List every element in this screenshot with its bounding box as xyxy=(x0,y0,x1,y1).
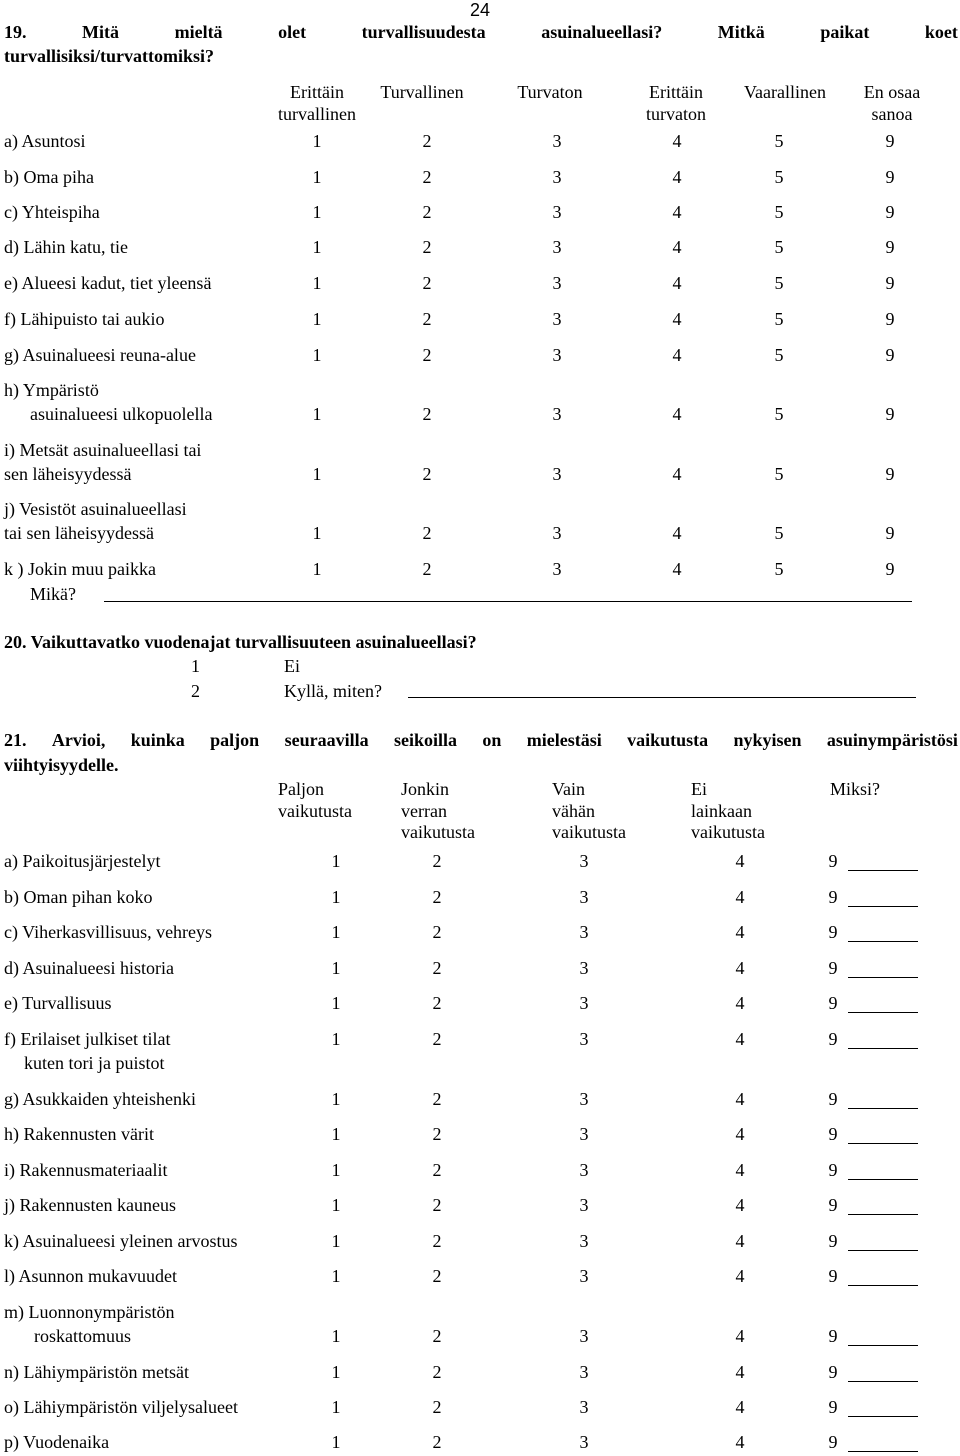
q19-option-value[interactable]: 9 xyxy=(885,202,895,222)
q21-scale-header-col: Miksi? xyxy=(830,779,881,799)
q21-item-label: i) Rakennusmateriaalit xyxy=(4,1160,168,1180)
q21-option-value[interactable]: 3 xyxy=(579,851,589,871)
q19-option-value[interactable]: 1 xyxy=(312,464,322,484)
q21-option-value[interactable]: 2 xyxy=(432,1397,442,1417)
q21-option-value[interactable]: 9 xyxy=(828,1326,838,1346)
q21-why-input[interactable] xyxy=(848,1143,918,1144)
q21-item-label: d) Asuinalueesi historia xyxy=(4,958,174,978)
q19-title-word: Mitä xyxy=(82,22,120,42)
q21-option-value[interactable]: 2 xyxy=(432,1029,442,1049)
q19-option-value[interactable]: 3 xyxy=(552,464,562,484)
q21-why-input[interactable] xyxy=(848,1250,918,1251)
q21-option-value[interactable]: 2 xyxy=(432,1089,442,1109)
q21-option-value[interactable]: 3 xyxy=(579,1432,589,1452)
q21-option-value[interactable]: 2 xyxy=(432,1124,442,1144)
q19-option-value[interactable]: 9 xyxy=(885,273,895,293)
q21-option-value[interactable]: 1 xyxy=(331,887,341,907)
q21-option-value[interactable]: 3 xyxy=(579,1266,589,1286)
q21-option-value[interactable]: 4 xyxy=(735,1397,745,1417)
q19-option-value[interactable]: 1 xyxy=(312,273,322,293)
q21-item-label: n) Lähiympäristön metsät xyxy=(4,1362,189,1382)
q19-option-value[interactable]: 3 xyxy=(552,523,562,543)
q19-option-value[interactable]: 9 xyxy=(885,131,895,151)
q19-scale-header-col: Vaarallinen xyxy=(744,82,826,102)
q21-item-label-cont: roskattomuus xyxy=(34,1326,131,1346)
q21-title-word: mielestäsi xyxy=(526,730,602,750)
q21-item-label: g) Asukkaiden yhteishenki xyxy=(4,1089,196,1109)
page-number: 24 xyxy=(470,0,491,20)
q19-item-label: e) Alueesi kadut, tiet yleensä xyxy=(4,273,212,293)
q21-option-value[interactable]: 3 xyxy=(579,922,589,942)
q21-option-value[interactable]: 4 xyxy=(735,1432,745,1452)
q21-title-word: seikoilla xyxy=(393,730,457,750)
q21-option-value[interactable]: 9 xyxy=(828,1266,838,1286)
q19-item-label-cont: asuinalueesi ulkopuolella xyxy=(30,404,213,424)
q19-title-word: asuinalueellasi? xyxy=(541,22,663,42)
q19-title xyxy=(4,22,958,44)
q20-option-label: Ei xyxy=(284,656,300,676)
q21-option-value[interactable]: 9 xyxy=(828,1195,838,1215)
q19-option-value[interactable]: 4 xyxy=(672,559,682,579)
q21-option-value[interactable]: 1 xyxy=(331,1029,341,1049)
q21-title-word: nykyisen xyxy=(733,730,802,750)
q19-item-label-cont: sen läheisyydessä xyxy=(4,464,132,484)
q19-option-value[interactable]: 2 xyxy=(422,309,432,329)
q21-option-value[interactable]: 2 xyxy=(432,1195,442,1215)
q19-option-value[interactable]: 3 xyxy=(552,345,562,365)
q19-option-value[interactable]: 5 xyxy=(774,523,784,543)
q21-option-value[interactable]: 1 xyxy=(331,922,341,942)
q21-option-value[interactable]: 1 xyxy=(331,1231,341,1251)
q19-option-value[interactable]: 2 xyxy=(422,167,432,187)
q21-option-value[interactable]: 3 xyxy=(579,1160,589,1180)
q19-item-label: i) Metsät asuinalueellasi tai xyxy=(4,440,202,460)
q19-option-value[interactable]: 1 xyxy=(312,345,322,365)
q19-option-value[interactable]: 5 xyxy=(774,273,784,293)
q21-why-input[interactable] xyxy=(848,1416,918,1417)
q19-option-value[interactable]: 1 xyxy=(312,131,322,151)
q21-option-value[interactable]: 4 xyxy=(735,887,745,907)
q21-option-value[interactable]: 4 xyxy=(735,1089,745,1109)
q19-option-value[interactable]: 4 xyxy=(672,523,682,543)
q21-title xyxy=(4,730,958,752)
q21-item-label: h) Rakennusten värit xyxy=(4,1124,154,1144)
q19-scale-header-col: Turvallinen xyxy=(380,82,464,102)
q21-why-input[interactable] xyxy=(848,1108,918,1109)
q21-option-value[interactable]: 2 xyxy=(432,1160,442,1180)
q19-option-value[interactable]: 2 xyxy=(422,131,432,151)
q21-option-value[interactable]: 3 xyxy=(579,1231,589,1251)
q21-item-label: o) Lähiympäristön viljelysalueet xyxy=(4,1397,238,1417)
q21-option-value[interactable]: 2 xyxy=(432,993,442,1013)
q21-why-input[interactable] xyxy=(848,1179,918,1180)
q21-option-value[interactable]: 4 xyxy=(735,1160,745,1180)
q21-why-input[interactable] xyxy=(848,1214,918,1215)
q21-title-word: asuinympäristösi xyxy=(826,730,958,750)
q21-item-label: c) Viherkasvillisuus, vehreys xyxy=(4,922,213,942)
q21-option-value[interactable]: 2 xyxy=(432,922,442,942)
q21-option-value[interactable]: 2 xyxy=(432,1231,442,1251)
q21-option-value[interactable]: 2 xyxy=(432,1362,442,1382)
q19-scale-header-col: Erittäin turvallinen xyxy=(278,82,356,124)
q19-item-label: f) Lähipuisto tai aukio xyxy=(4,309,165,329)
q21-scale-header-col: Ei lainkaan vaikutusta xyxy=(691,779,765,843)
q21-option-value[interactable]: 1 xyxy=(331,993,341,1013)
q19-option-value[interactable]: 1 xyxy=(312,559,322,579)
q21-option-value[interactable]: 4 xyxy=(735,1195,745,1215)
q21-option-value[interactable]: 1 xyxy=(331,1362,341,1382)
q19-option-value[interactable]: 5 xyxy=(774,559,784,579)
q19-item-label: j) Vesistöt asuinalueellasi xyxy=(4,499,187,519)
q21-option-value[interactable]: 9 xyxy=(828,958,838,978)
q19-option-value[interactable]: 3 xyxy=(552,309,562,329)
q19-option-value[interactable]: 4 xyxy=(672,167,682,187)
q20-how-input[interactable] xyxy=(408,697,916,698)
q19-item-label: b) Oma piha xyxy=(4,167,94,187)
q19-item-label: d) Lähin katu, tie xyxy=(4,237,128,257)
q21-why-input[interactable] xyxy=(848,1381,918,1382)
q19-option-value[interactable]: 4 xyxy=(672,237,682,257)
q19-option-value[interactable]: 4 xyxy=(672,404,682,424)
q19-item-label-cont: tai sen läheisyydessä xyxy=(4,523,154,543)
q19-title-word: Mitkä xyxy=(717,22,765,42)
q21-option-value[interactable]: 1 xyxy=(331,1397,341,1417)
q21-option-value[interactable]: 4 xyxy=(735,1029,745,1049)
q21-option-value[interactable]: 1 xyxy=(331,1195,341,1215)
q21-why-input[interactable] xyxy=(848,941,918,942)
q21-option-value[interactable]: 4 xyxy=(735,922,745,942)
q19-option-value[interactable]: 1 xyxy=(312,404,322,424)
q21-option-value[interactable]: 1 xyxy=(331,851,341,871)
q21-scale-header-col: Paljon vaikutusta xyxy=(278,779,352,821)
q21-option-value[interactable]: 9 xyxy=(828,1432,838,1452)
q21-why-input[interactable] xyxy=(848,870,918,871)
q21-item-label: b) Oman pihan koko xyxy=(4,887,153,907)
q21-option-value[interactable]: 2 xyxy=(432,1432,442,1452)
q19-option-value[interactable]: 4 xyxy=(672,345,682,365)
q19-option-value[interactable]: 3 xyxy=(552,273,562,293)
q21-option-value[interactable]: 3 xyxy=(579,1362,589,1382)
q19-option-value[interactable]: 2 xyxy=(422,464,432,484)
q19-title-word: turvallisuudesta xyxy=(361,22,486,42)
q19-item-label: c) Yhteispiha xyxy=(4,202,100,222)
q20-title: 20. Vaikuttavatko vuodenajat turvallisuuteen asuinalueellasi? xyxy=(4,632,477,652)
q19-option-value[interactable]: 4 xyxy=(672,131,682,151)
q19-option-value[interactable]: 5 xyxy=(774,131,784,151)
q21-scale-header-col: Vain vähän vaikutusta xyxy=(552,779,626,843)
q19-option-value[interactable]: 5 xyxy=(774,202,784,222)
q19-option-value[interactable]: 3 xyxy=(552,404,562,424)
q21-option-value[interactable]: 9 xyxy=(828,1089,838,1109)
q19-option-value[interactable]: 2 xyxy=(422,202,432,222)
q21-option-value[interactable]: 3 xyxy=(579,1326,589,1346)
q21-option-value[interactable]: 3 xyxy=(579,1195,589,1215)
q19-option-value[interactable]: 5 xyxy=(774,464,784,484)
q19-option-value[interactable]: 4 xyxy=(672,273,682,293)
q21-why-input[interactable] xyxy=(848,906,918,907)
q21-item-label: j) Rakennusten kauneus xyxy=(4,1195,176,1215)
q21-option-value[interactable]: 1 xyxy=(331,1432,341,1452)
q21-option-value[interactable]: 2 xyxy=(432,958,442,978)
q19-item-label: h) Ympäristö xyxy=(4,380,99,400)
q19-option-value[interactable]: 9 xyxy=(885,309,895,329)
q19-option-value[interactable]: 2 xyxy=(422,237,432,257)
q19-scale-header-col: En osaa sanoa xyxy=(863,82,921,124)
q21-option-value[interactable]: 1 xyxy=(331,1089,341,1109)
q21-item-label: k) Asuinalueesi yleinen arvostus xyxy=(4,1231,238,1251)
q21-option-value[interactable]: 4 xyxy=(735,1124,745,1144)
q19-option-value[interactable]: 2 xyxy=(422,559,432,579)
q21-option-value[interactable]: 3 xyxy=(579,1029,589,1049)
q21-option-value[interactable]: 1 xyxy=(331,1124,341,1144)
q19-option-value[interactable]: 4 xyxy=(672,202,682,222)
q21-title-word: paljon xyxy=(210,730,260,750)
q21-option-value[interactable]: 9 xyxy=(828,922,838,942)
q21-option-value[interactable]: 3 xyxy=(579,993,589,1013)
q20-option-value[interactable]: 1 xyxy=(191,656,200,676)
q21-option-value[interactable]: 4 xyxy=(735,851,745,871)
q19-other-input[interactable] xyxy=(104,601,912,602)
q21-option-value[interactable]: 2 xyxy=(432,887,442,907)
q19-option-value[interactable]: 9 xyxy=(885,345,895,365)
q19-item-label: g) Asuinalueesi reuna-alue xyxy=(4,345,196,365)
q21-option-value[interactable]: 2 xyxy=(432,851,442,871)
q21-why-input[interactable] xyxy=(848,1451,918,1452)
q21-option-value[interactable]: 3 xyxy=(579,1089,589,1109)
q21-option-value[interactable]: 4 xyxy=(735,958,745,978)
q19-option-value[interactable]: 2 xyxy=(422,345,432,365)
q21-item-label: p) Vuodenaika xyxy=(4,1432,110,1452)
q19-option-value[interactable]: 4 xyxy=(672,309,682,329)
q21-option-value[interactable]: 3 xyxy=(579,1124,589,1144)
q21-option-value[interactable]: 1 xyxy=(331,958,341,978)
q19-title-word: koet xyxy=(924,22,958,42)
q20-option-value[interactable]: 2 xyxy=(191,681,200,701)
q19-option-value[interactable]: 2 xyxy=(422,404,432,424)
q21-option-value[interactable]: 1 xyxy=(331,1266,341,1286)
q19-option-value[interactable]: 1 xyxy=(312,523,322,543)
q21-option-value[interactable]: 4 xyxy=(735,1362,745,1382)
q19-title-word: 19. xyxy=(4,22,27,42)
q21-title-line2: viihtyisyydelle. xyxy=(4,755,119,775)
q21-option-value[interactable]: 9 xyxy=(828,1160,838,1180)
q21-scale-header-col: Jonkin verran vaikutusta xyxy=(401,779,475,843)
q21-item-label: l) Asunnon mukavuudet xyxy=(4,1266,177,1286)
q19-option-value[interactable]: 9 xyxy=(885,559,895,579)
q21-title-word: on xyxy=(482,730,502,750)
q19-option-value[interactable]: 9 xyxy=(885,237,895,257)
q19-option-value[interactable]: 5 xyxy=(774,167,784,187)
q21-option-value[interactable]: 9 xyxy=(828,1397,838,1417)
q21-why-input[interactable] xyxy=(848,1048,918,1049)
q21-option-value[interactable]: 9 xyxy=(828,1029,838,1049)
q19-option-value[interactable]: 3 xyxy=(552,202,562,222)
q21-option-value[interactable]: 4 xyxy=(735,993,745,1013)
q19-option-value[interactable]: 3 xyxy=(552,237,562,257)
q19-option-value[interactable]: 2 xyxy=(422,273,432,293)
q21-option-value[interactable]: 9 xyxy=(828,1362,838,1382)
q19-option-value[interactable]: 5 xyxy=(774,345,784,365)
q21-option-value[interactable]: 4 xyxy=(735,1266,745,1286)
q21-option-value[interactable]: 1 xyxy=(331,1160,341,1180)
q19-item-label: a) Asuntosi xyxy=(4,131,86,151)
q21-item-label: m) Luonnonympäristön xyxy=(4,1302,175,1322)
q21-option-value[interactable]: 4 xyxy=(735,1326,745,1346)
q21-option-value[interactable]: 4 xyxy=(735,1231,745,1251)
q19-option-value[interactable]: 4 xyxy=(672,464,682,484)
q19-option-value[interactable]: 5 xyxy=(774,404,784,424)
q19-option-value[interactable]: 3 xyxy=(552,559,562,579)
q21-item-label: e) Turvallisuus xyxy=(4,993,112,1013)
q21-why-input[interactable] xyxy=(848,1012,918,1013)
q20-option-label: Kyllä, miten? xyxy=(284,681,382,701)
q21-option-value[interactable]: 2 xyxy=(432,1266,442,1286)
q19-option-value[interactable]: 9 xyxy=(885,167,895,187)
q21-option-value[interactable]: 9 xyxy=(828,1124,838,1144)
q21-option-value[interactable]: 3 xyxy=(579,958,589,978)
q19-title-line2: turvallisiksi/turvattomiksi? xyxy=(4,46,215,66)
q19-option-value[interactable]: 5 xyxy=(774,237,784,257)
q21-why-input[interactable] xyxy=(848,977,918,978)
q21-title-word: vaikutusta xyxy=(627,730,709,750)
q19-option-value[interactable]: 9 xyxy=(885,464,895,484)
q21-why-input[interactable] xyxy=(848,1345,918,1346)
q19-scale-header-col: Erittäin turvaton xyxy=(646,82,706,124)
q21-option-value[interactable]: 1 xyxy=(331,1326,341,1346)
q21-option-value[interactable]: 9 xyxy=(828,887,838,907)
q21-option-value[interactable]: 9 xyxy=(828,851,838,871)
q19-option-value[interactable]: 1 xyxy=(312,167,322,187)
q21-title-word: kuinka xyxy=(130,730,185,750)
q21-option-value[interactable]: 9 xyxy=(828,993,838,1013)
q19-option-value[interactable]: 1 xyxy=(312,309,322,329)
q19-option-value[interactable]: 3 xyxy=(552,167,562,187)
q19-scale-header-col: Turvaton xyxy=(517,82,583,102)
q21-item-label: a) Paikoitusjärjestelyt xyxy=(4,851,161,871)
q19-title-word: paikat xyxy=(820,22,870,42)
q21-why-input[interactable] xyxy=(848,1285,918,1286)
q19-option-value[interactable]: 1 xyxy=(312,237,322,257)
q19-option-value[interactable]: 2 xyxy=(422,523,432,543)
q21-item-label: f) Erilaiset julkiset tilat xyxy=(4,1029,171,1049)
q19-option-value[interactable]: 3 xyxy=(552,131,562,151)
q21-option-value[interactable]: 3 xyxy=(579,1397,589,1417)
q21-option-value[interactable]: 2 xyxy=(432,1326,442,1346)
q19-option-value[interactable]: 1 xyxy=(312,202,322,222)
q19-title-word: olet xyxy=(278,22,307,42)
q19-option-value[interactable]: 5 xyxy=(774,309,784,329)
q21-option-value[interactable]: 9 xyxy=(828,1231,838,1251)
q21-title-word: 21. xyxy=(4,730,27,750)
q19-title-word: mieltä xyxy=(174,22,223,42)
q21-option-value[interactable]: 3 xyxy=(579,887,589,907)
q21-title-word: Arvioi, xyxy=(51,730,106,750)
q19-option-value[interactable]: 9 xyxy=(885,404,895,424)
q19-other-label: Mikä? xyxy=(30,584,76,604)
q19-option-value[interactable]: 9 xyxy=(885,523,895,543)
q19-item-label: k ) Jokin muu paikka xyxy=(4,559,156,579)
q21-item-label-cont: kuten tori ja puistot xyxy=(24,1053,165,1073)
q21-title-word: seuraavilla xyxy=(284,730,369,750)
